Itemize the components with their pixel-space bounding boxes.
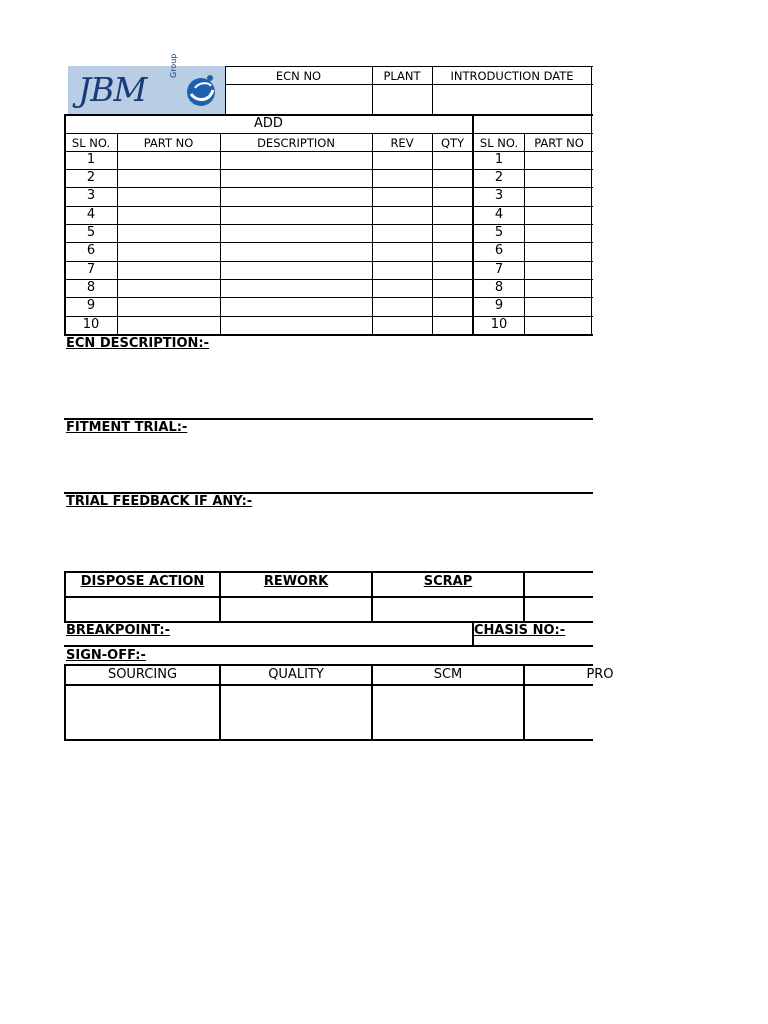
scrap-label: SCRAP [423,574,473,589]
logo-text: JBM [78,70,147,109]
col-sl-no: SL NO. [71,136,111,150]
trial-feedback-label: TRIAL FEEDBACK IF ANY:- [66,494,253,509]
row-line [64,279,593,280]
row-number: 3 [86,188,96,203]
row-line [64,224,593,225]
row-line [64,169,593,170]
breakpoint-label: BREAKPOINT:- [66,623,170,638]
right-row-number: 6 [494,243,504,258]
col-part-no: PART NO [143,136,194,150]
row-line [64,297,593,298]
logo-swirl-icon [183,72,219,108]
right-row-number: 1 [494,152,504,167]
right-row-number: 5 [494,225,504,240]
fitment-trial-label: FITMENT TRIAL:- [66,420,188,435]
sign-off-top-line [64,664,593,666]
row-number: 7 [86,262,96,277]
row-number: 5 [86,225,96,240]
dispose-action-field[interactable] [66,598,219,621]
row-line [64,206,593,207]
rework-field[interactable] [221,598,371,621]
add-vline [372,133,373,335]
right-col-part-no: PART NO [534,136,584,150]
sourcing-label: SOURCING [107,667,178,682]
scm-label: SCM [433,667,463,682]
row-line [64,261,593,262]
right-row-number: 7 [494,262,504,277]
row-line [64,242,593,243]
dispose-action-label: DISPOSE ACTION [80,574,205,589]
plant-field[interactable] [373,85,432,114]
sourcing-signature-field[interactable] [66,686,219,739]
plant-label: PLANT [383,69,421,83]
col-description: DESCRIPTION [257,136,335,150]
right-row-number: 10 [490,317,508,332]
add-top-line [64,114,593,116]
add-title: ADD [254,116,283,131]
row-number: 10 [82,317,100,332]
right-row-number: 9 [494,298,504,313]
row-number: 1 [86,152,96,167]
production-signature-field[interactable] [525,686,593,739]
right-edge [591,114,592,336]
sign-off-label: SIGN-OFF:- [66,648,146,663]
ecn-no-field[interactable] [226,85,372,114]
quality-label: QUALITY [268,667,324,682]
introduction-date-label: INTRODUCTION DATE [450,69,574,83]
header-top-line [225,66,593,67]
trial-feedback-field[interactable] [66,512,591,571]
row-number: 8 [86,280,96,295]
jbm-logo [68,53,225,114]
col-rev: REV [390,136,414,150]
right-row-number: 4 [494,207,504,222]
right-row-number: 3 [494,188,504,203]
row-number: 2 [86,170,96,185]
ecn-description-label: ECN DESCRIPTION:- [66,336,210,351]
right-row-number: 8 [494,280,504,295]
breakpoint-bottom-line [64,645,593,647]
right-row-number: 2 [494,170,504,185]
row-number: 4 [86,207,96,222]
quality-signature-field[interactable] [221,686,371,739]
feedback-bottom-line [64,571,593,573]
production-label: PRO [586,667,614,682]
col-qty: QTY [440,136,465,150]
scrap-field[interactable] [373,598,523,621]
add-vline [117,133,118,335]
add-vline [432,133,433,335]
sign-off-bottom-line [64,739,593,741]
add-title-underline [64,133,593,134]
add-vline [220,133,221,335]
rework-label: REWORK [263,574,329,589]
introduction-date-field[interactable] [433,85,591,114]
scm-signature-field[interactable] [373,686,523,739]
logo-group-text: Group [169,53,178,78]
chasis-no-label: CHASIS NO:- [474,623,566,638]
fitment-trial-field[interactable] [66,438,591,492]
row-line [64,151,593,152]
ecn-description-field[interactable] [66,354,591,418]
row-number: 9 [86,298,96,313]
ecn-no-label: ECN NO [275,69,322,83]
row-number: 6 [86,243,96,258]
right-col-sl-no: SL NO. [479,136,519,150]
row-line [64,187,593,188]
row-line [64,316,593,317]
